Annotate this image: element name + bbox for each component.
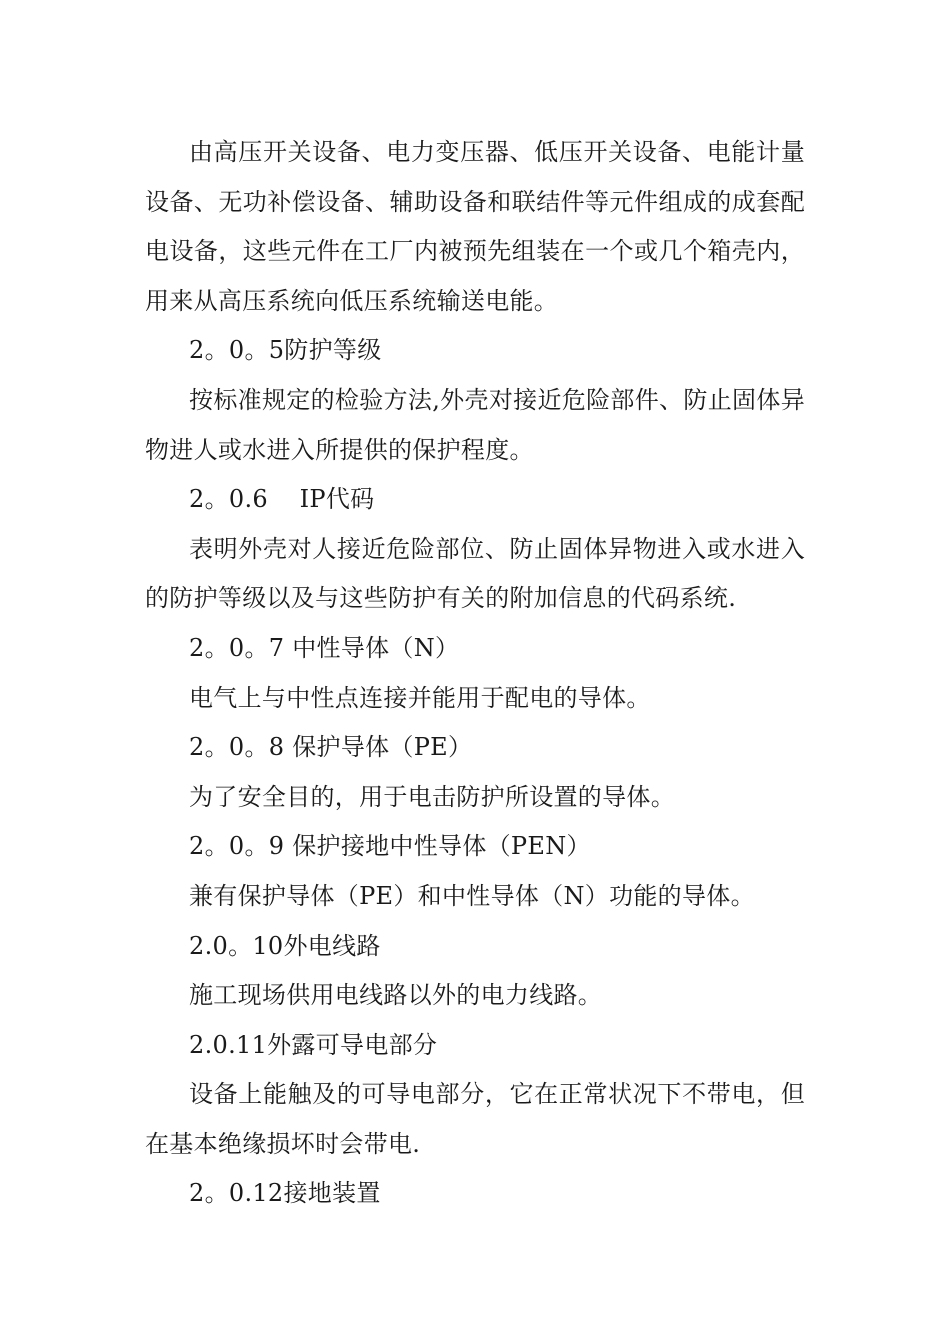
paragraph-complete-substation-definition: 由高压开关设备、电力变压器、低压开关设备、电能计量设备、无功补偿设备、辅助设备和联结件等元件组成的成套配电设备，这些元件在工厂内被预先组装在一个或几个箱壳内，用来从高压系统向低压系统输送电能。 <box>145 138 805 315</box>
section-heading-2-0-11: 2.0.11外露可导电部分 <box>189 1030 438 1059</box>
section-heading-2-0-12: 2。0.12接地装置 <box>189 1179 381 1208</box>
paragraph-ip-code-definition: 表明外壳对人接近危险部位、防止固体异物进入或水进入的防护等级以及与这些防护有关的附加信息的代码系统. <box>145 534 805 613</box>
section-heading-2-0-5: 2。0。5防护等级 <box>189 336 382 365</box>
paragraph-protection-level-definition: 按标准规定的检验方法,外壳对接近危险部件、防止固体异物进人或水进入所提供的保护程度。 <box>145 385 805 464</box>
paragraph-exposed-conductive-part-definition: 设备上能触及的可导电部分，它在正常状况下不带电，但在基本绝缘损坏时会带电. <box>145 1080 805 1158</box>
section-heading-2-0-7: 2。0。7 中性导体（N） <box>189 633 460 662</box>
section-heading-2-0-9: 2。0。9 保护接地中性导体（PEN） <box>189 832 591 861</box>
paragraph-external-line-definition: 施工现场供用电线路以外的电力线路。 <box>189 981 603 1010</box>
document-body <box>145 128 805 1219</box>
paragraph-pen-conductor-definition: 兼有保护导体（PE）和中性导体（N）功能的导体。 <box>189 881 755 910</box>
paragraph-neutral-conductor-definition: 电气上与中性点连接并能用于配电的导体。 <box>189 683 651 712</box>
section-heading-2-0-6: 2。0.6 IP代码 <box>189 485 375 514</box>
section-heading-2-0-10: 2.0。10外电线路 <box>189 931 381 960</box>
section-heading-2-0-8: 2。0。8 保护导体（PE） <box>189 733 473 762</box>
paragraph-protective-conductor-definition: 为了安全目的，用于电击防护所设置的导体。 <box>189 782 675 811</box>
